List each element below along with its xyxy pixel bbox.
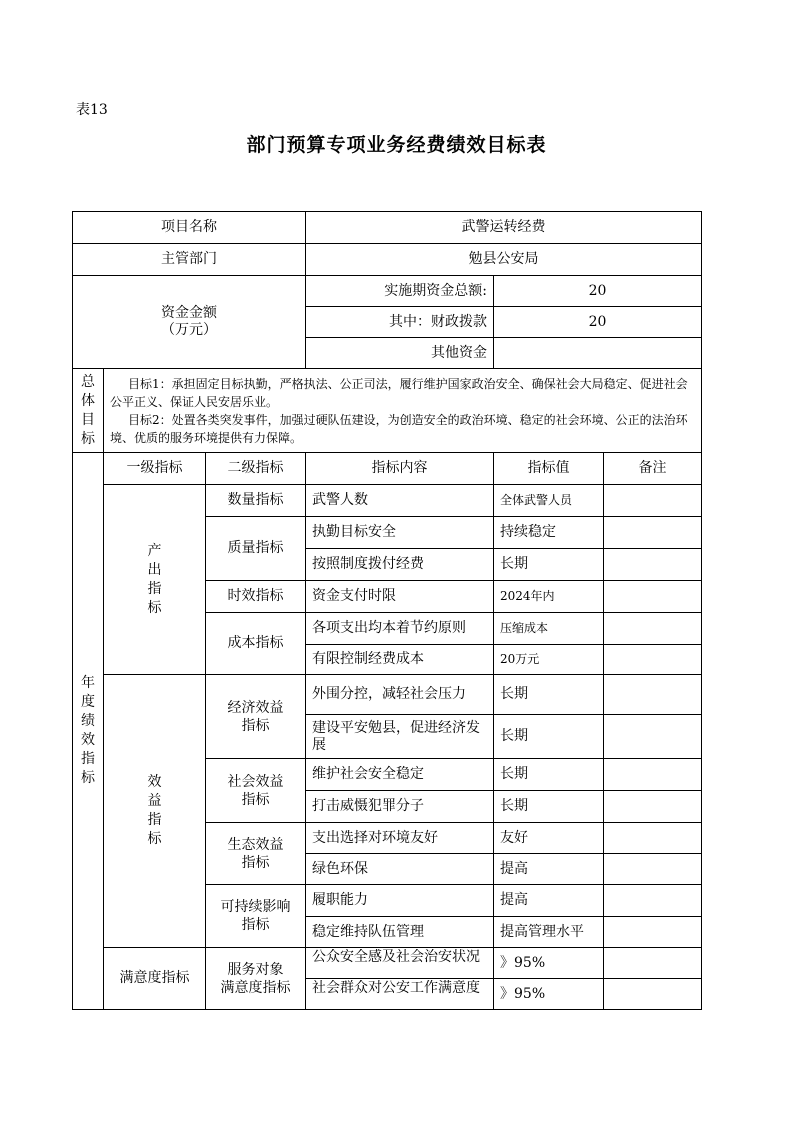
overall-goal-char: 标 [81,430,95,447]
social-benefit-label-line1: 社会效益 [227,773,284,790]
indicator-content: 打击威慑犯罪分子 [306,791,494,823]
indicator-value: 2024年内 [494,581,604,613]
indicator-content: 武警人数 [306,485,494,517]
fund-amount-label [73,276,306,369]
ecological-benefit-label-line1: 生态效益 [227,836,284,853]
indicator-content-text: 公众安全感及社会治安状况 [312,948,480,965]
annual-indicator-char: 年 [81,675,95,691]
indicator-note [604,759,702,791]
indicator-value: 长期 [494,549,604,581]
benefit-indicator-char: 标 [147,831,162,847]
indicator-value: 长期 [494,715,604,759]
indicator-value: 全体武警人员 [494,485,604,517]
sustainable-impact-label-line1: 可持续影响 [220,899,291,915]
department-label: 主管部门 [73,244,306,276]
indicator-value: 》95% [494,948,604,979]
fund-amount-label-line2: （万元） [161,322,217,338]
ecological-benefit-label-line2: 指标 [241,854,270,871]
satisfaction-indicator-label: 满意度指标 [104,948,206,1010]
annual-indicator-char: 绩 [81,713,95,729]
sustainable-impact-label [206,885,306,948]
quantity-indicator-label: 数量指标 [206,485,306,517]
benefit-indicator-label [104,675,206,948]
indicator-note [604,517,702,549]
indicator-value: 持续稳定 [494,517,604,549]
output-indicator-char: 产 [147,542,162,559]
indicator-content: 建设平安勉县，促进经济发展 [306,715,494,759]
indicator-content: 绿色环保 [306,854,494,885]
goal-2: 目标2：处置各类突发事件，加强过硬队伍建设，为创造安全的政治环境、稳定的社会环境、公正的法治环境、优质的服务环境提供有力保障。 [110,412,688,445]
economic-benefit-label-line2: 指标 [241,717,270,734]
indicator-note [604,948,702,979]
benefit-indicator-char: 指 [147,812,162,828]
header-level2: 二级指标 [206,453,306,485]
indicator-note [604,885,702,917]
indicator-value: 长期 [494,675,604,715]
indicator-content: 按照制度拨付经费 [306,549,494,581]
overall-goal-label [73,369,104,453]
indicator-content: 稳定维持队伍管理 [306,917,494,948]
project-name-value: 武警运转经费 [306,212,702,244]
benefit-indicator-char: 效 [147,774,162,790]
indicator-value: 提高管理水平 [494,917,604,948]
indicator-note [604,549,702,581]
goal-1: 目标1：承担固定目标执勤，严格执法、公正司法，履行维护国家政治安全、确保社会大局稳定、促进社会公平正义、保证人民安居乐业。 [110,376,688,409]
indicator-content: 各项支出均本着节约原则 [306,613,494,645]
social-benefit-label [206,759,306,823]
overall-goal-char: 体 [81,392,95,409]
social-benefit-label-line2: 指标 [241,791,270,808]
service-satisfaction-label [206,948,306,1010]
sustainable-impact-label-line2: 指标 [241,917,270,933]
indicator-note [604,675,702,715]
other-fund-value [494,338,702,369]
output-indicator-label [104,485,206,675]
indicator-content [306,979,494,1010]
indicator-value: 友好 [494,823,604,854]
indicator-value: 长期 [494,791,604,823]
service-satisfaction-label-line1: 服务对象 [227,961,284,978]
output-indicator-char: 指 [147,580,162,597]
timeliness-indicator-label: 时效指标 [206,581,306,613]
annual-indicator-char: 指 [81,751,95,767]
economic-benefit-label [206,675,306,759]
output-indicator-char: 出 [147,561,162,578]
document-title: 部门预算专项业务经费绩效目标表 [246,134,547,156]
indicator-content: 执勤目标安全 [306,517,494,549]
fiscal-fund-label: 其中：财政拨款 [306,307,494,338]
indicator-note [604,485,702,517]
fiscal-fund-value: 20 [494,307,702,338]
output-indicator-char: 标 [147,599,162,616]
indicator-note [604,854,702,885]
indicator-value: 》95% [494,979,604,1010]
indicator-note [604,823,702,854]
fund-amount-label-line1: 资金金额 [161,305,217,321]
indicator-value: 提高 [494,885,604,917]
annual-indicator-char: 效 [81,732,95,748]
indicator-value: 长期 [494,759,604,791]
indicator-note [604,645,702,675]
indicator-content: 外围分控，减轻社会压力 [306,675,494,715]
header-level1: 一级指标 [104,453,206,485]
annual-indicator-char: 度 [81,694,95,710]
indicator-content [306,948,494,979]
indicator-content: 维护社会安全稳定 [306,759,494,791]
other-fund-label: 其他资金 [306,338,494,369]
benefit-indicator-char: 益 [147,793,162,809]
economic-benefit-label-line1: 经济效益 [227,699,284,716]
project-name-label: 项目名称 [73,212,306,244]
total-fund-label: 实施期资金总额: [306,276,494,307]
indicator-note [604,715,702,759]
ecological-benefit-label [206,823,306,885]
indicator-note [604,581,702,613]
indicator-value: 提高 [494,854,604,885]
table-number: 表13 [76,102,108,118]
header-content: 指标内容 [306,453,494,485]
department-value: 勉县公安局 [306,244,702,276]
overall-goal-text [104,369,702,453]
overall-goal-char: 总 [81,373,95,390]
quality-indicator-label: 质量指标 [206,517,306,581]
header-note: 备注 [604,453,702,485]
indicator-content: 履职能力 [306,885,494,917]
indicator-value: 压缩成本 [494,613,604,645]
indicator-note [604,979,702,1010]
total-fund-value: 20 [494,276,702,307]
performance-target-table [72,211,702,1010]
overall-goal-char: 目 [81,411,95,428]
cost-indicator-label: 成本指标 [206,613,306,675]
service-satisfaction-label-line2: 满意度指标 [220,979,291,996]
header-value: 指标值 [494,453,604,485]
indicator-note [604,613,702,645]
indicator-value: 20万元 [494,645,604,675]
annual-indicator-char: 标 [81,770,95,786]
indicator-note [604,791,702,823]
indicator-note [604,917,702,948]
indicator-content: 资金支付时限 [306,581,494,613]
annual-indicator-label [73,453,104,1010]
indicator-content: 支出选择对环境友好 [306,823,494,854]
indicator-content: 有限控制经费成本 [306,645,494,675]
indicator-content-text: 社会群众对公安工作满意度 [312,979,480,996]
